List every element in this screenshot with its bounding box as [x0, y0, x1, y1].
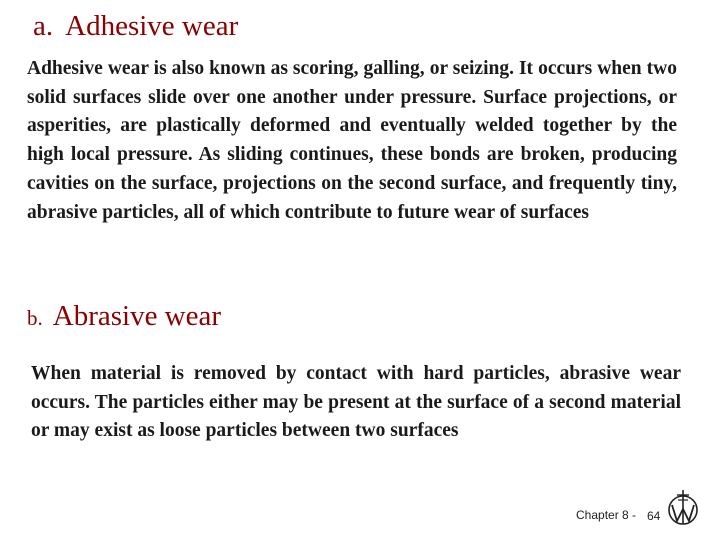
section-b-marker: b.: [27, 306, 43, 330]
footer-page-number: 64: [647, 509, 661, 523]
section-a-title: Adhesive wear: [65, 10, 239, 42]
section-a-marker: a.: [33, 10, 54, 42]
section-b-title: Abrasive wear: [52, 300, 222, 332]
footer-chapter-label: Chapter 8 -: [576, 508, 637, 522]
section-b-heading: [27, 302, 221, 331]
section-b-body: When material is removed by contact with hard particles, abrasive wear occurs. The particles either may be present at the surface of a second material or may exist as loose particles between two surfaces: [31, 363, 681, 442]
section-a-body: Adhesive wear is also known as scoring, galling, or seizing. It occurs when two solid surfaces slide over one another under pressure. Surface projections, or asperities, are plastically deformed and eventually welded together by the high local pressure. As sliding continues, these bonds are broken, producing cavities on the surface, projections on the second surface, and frequently tiny, abrasive particles, all of which contribute to future wear of surfaces: [27, 58, 677, 223]
section-a-heading: [33, 12, 238, 41]
publisher-logo-icon: [665, 488, 701, 528]
